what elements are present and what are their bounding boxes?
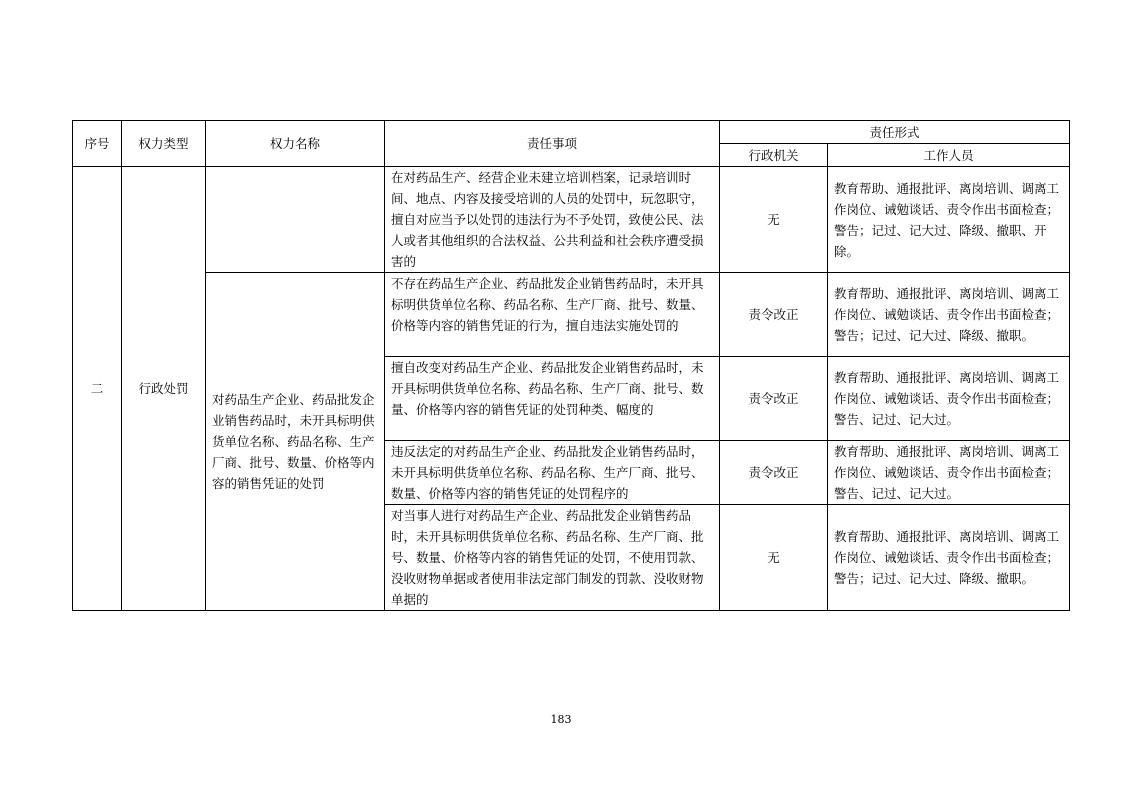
staff-cell: 教育帮助、通报批评、离岗培训、调离工作岗位、诫勉谈话、责令作出书面检查；警告；记过、记大过、降级、撤职、开除。 (828, 167, 1070, 273)
table-row (73, 273, 1070, 357)
responsibility-item: 擅自改变对药品生产企业、药品批发企业销售药品时，未开具标明供货单位名称、药品名称、生产厂商、批号、数量、价格等内容的销售凭证的处罚种类、幅度的 (385, 357, 720, 441)
admin-org-cell: 责令改正 (720, 273, 828, 357)
staff-cell: 教育帮助、通报批评、离岗培训、调离工作岗位、诫勉谈话、责令作出书面检查；警告；记过、记大过、降级、撤职。 (828, 273, 1070, 357)
staff-cell: 教育帮助、通报批评、离岗培训、调离工作岗位、诫勉谈话、责令作出书面检查；警告、记过、记大过。 (828, 441, 1070, 505)
power-name-empty-cell (206, 167, 385, 273)
admin-org-cell: 责令改正 (720, 357, 828, 441)
seq-cell: 二 (73, 167, 122, 611)
responsibility-item: 在对药品生产、经营企业未建立培训档案，记录培训时间、地点、内容及接受培训的人员的处罚中，玩忽职守，擅自对应当予以处罚的违法行为不予处罚，致使公民、法人或者其他组织的合法权益、公共利益和社会秩序遭受损害的 (385, 167, 720, 273)
header-row-1 (73, 121, 1070, 144)
header-responsibility-form: 责任形式 (720, 121, 1070, 144)
admin-org-cell: 责令改正 (720, 441, 828, 505)
header-staff: 工作人员 (828, 144, 1070, 167)
responsibility-table (72, 120, 1070, 611)
staff-cell: 教育帮助、通报批评、离岗培训、调离工作岗位、诫勉谈话、责令作出书面检查；警告；记过、记大过、降级、撤职。 (828, 505, 1070, 611)
header-admin-org: 行政机关 (720, 144, 828, 167)
responsibility-item: 违反法定的对药品生产企业、药品批发企业销售药品时，未开具标明供货单位名称、药品名称、生产厂商、批号、数量、价格等内容的销售凭证的处罚程序的 (385, 441, 720, 505)
power-type-cell: 行政处罚 (122, 167, 206, 611)
header-responsibility: 责任事项 (385, 121, 720, 167)
page-number: 183 (550, 713, 572, 726)
header-power-name: 权力名称 (206, 121, 385, 167)
responsibility-item: 对当事人进行对药品生产企业、药品批发企业销售药品时，未开具标明供货单位名称、药品名称、生产厂商、批号、数量、价格等内容的销售凭证的处罚，不使用罚款、没收财物单据或者使用非法定部门制发的罚款、没收财物单据的 (385, 505, 720, 611)
header-seq: 序号 (73, 121, 122, 167)
admin-org-cell: 无 (720, 167, 828, 273)
table-row (73, 167, 1070, 273)
admin-org-cell: 无 (720, 505, 828, 611)
staff-cell: 教育帮助、通报批评、离岗培训、调离工作岗位、诫勉谈话、责令作出书面检查；警告、记过、记大过。 (828, 357, 1070, 441)
power-name-cell: 对药品生产企业、药品批发企业销售药品时，未开具标明供货单位名称、药品名称、生产厂商、批号、数量、价格等内容的销售凭证的处罚 (206, 273, 385, 611)
header-power-type: 权力类型 (122, 121, 206, 167)
responsibility-item: 不存在药品生产企业、药品批发企业销售药品时，未开具标明供货单位名称、药品名称、生产厂商、批号、数量、价格等内容的销售凭证的行为，擅自违法实施处罚的 (385, 273, 720, 357)
